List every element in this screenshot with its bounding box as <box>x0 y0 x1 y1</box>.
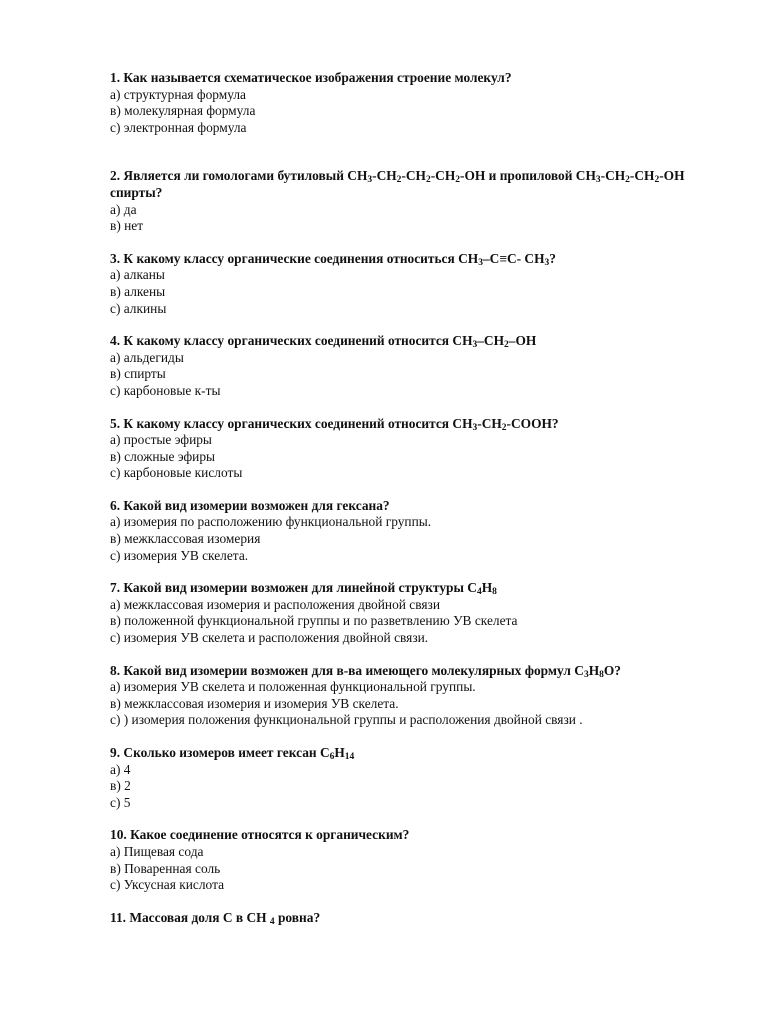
subscript: 8 <box>599 669 604 680</box>
question-text: К какому классу органические соединения относиться CH <box>120 250 479 266</box>
answer-option: в) межклассовая изомерия и изомерия УВ скелета. <box>110 695 399 711</box>
question-9 <box>110 745 730 811</box>
subscript: 2 <box>425 175 431 186</box>
question-10-title <box>110 827 730 844</box>
question-text: Сколько изомеров имеет гексан C <box>120 745 330 760</box>
question-8 <box>110 663 730 729</box>
question-5 <box>110 416 730 482</box>
subscript: 4 <box>269 916 275 927</box>
question-text: O? <box>603 662 621 678</box>
question-number: 6. <box>110 497 121 513</box>
question-number: 11. <box>110 909 126 925</box>
question-number: 9. <box>110 745 121 760</box>
question-text: -CH <box>372 168 397 184</box>
subscript: 2 <box>501 422 507 433</box>
question-text: ровна? <box>274 909 321 925</box>
question-6 <box>110 498 730 564</box>
subscript: 3 <box>472 340 478 351</box>
quiz-document <box>110 70 730 926</box>
question-text: –CH <box>477 333 505 349</box>
question-text: –C <box>482 250 500 266</box>
subscript: 2 <box>396 175 402 186</box>
subscript: 4 <box>476 587 482 598</box>
subscript: 2 <box>455 175 461 186</box>
question-text: –OH <box>508 333 537 349</box>
subscript: 2 <box>654 175 660 186</box>
question-4-title <box>110 333 730 350</box>
question-1 <box>110 70 730 136</box>
answer-option: с) карбоновые к-ты <box>110 382 221 398</box>
question-7-title <box>110 580 730 597</box>
question-text: Массовая доля C в CH <box>126 909 270 925</box>
question-number: 4. <box>110 333 121 349</box>
question-9-title <box>110 745 730 762</box>
answer-option: с) изомерия УВ скелета. <box>110 547 249 563</box>
question-2-title <box>110 168 730 201</box>
answer-option: в) положенной функциональной группы и по разветвлению УВ скелета <box>110 613 518 629</box>
answer-option: в) спирты <box>110 366 166 382</box>
subscript: 3 <box>478 257 483 268</box>
answer-option: а) изомерия УВ скелета и положенная функциональной группы. <box>110 679 476 695</box>
question-1-title <box>110 70 730 87</box>
question-text: ? <box>549 250 556 266</box>
question-5-title <box>110 416 730 433</box>
answer-option: а) альдегиды <box>110 349 184 365</box>
question-text: К какому классу органических соединений относится CH <box>120 415 473 431</box>
subscript: 3 <box>583 669 589 680</box>
subscript: 3 <box>595 175 601 186</box>
question-text: -CH <box>401 168 426 184</box>
question-text: Какой вид изомерии возможен для гексана? <box>120 497 390 513</box>
question-number: 1 <box>110 70 117 85</box>
question-text: Является ли гомологами бутиловый CH <box>120 168 368 184</box>
answer-option: в) Поваренная соль <box>110 860 221 876</box>
question-text: -CH <box>629 168 655 184</box>
question-10 <box>110 827 730 893</box>
question-11 <box>110 910 730 927</box>
question-text: Какое соединение относятся к органическим? <box>126 827 410 843</box>
answer-option: а) простые эфиры <box>110 432 212 448</box>
answer-option: с) Уксусная кислота <box>110 877 225 893</box>
question-6-title <box>110 498 730 515</box>
question-number: 8. <box>110 662 121 678</box>
answer-option: в) молекулярная формула <box>110 103 256 119</box>
subscript: 2 <box>625 175 630 186</box>
question-text: -COOH? <box>506 415 559 431</box>
answer-option: в) нет <box>110 218 144 234</box>
answer-option: в) алкены <box>110 283 166 299</box>
subscript: 2 <box>504 340 509 351</box>
question-3-title <box>110 251 730 268</box>
question-text: H <box>588 662 600 678</box>
answer-option: в) 2 <box>110 778 131 794</box>
question-3 <box>110 251 730 317</box>
question-text: Какой вид изомерии возможен для линейной структуры C <box>120 580 477 596</box>
question-number: 5. <box>110 415 121 431</box>
answer-option: а) изомерия по расположению функциональной группы. <box>110 514 432 530</box>
subscript: 3 <box>472 422 478 433</box>
subscript: 8 <box>492 587 497 598</box>
question-text: -CH <box>600 168 626 184</box>
subscript: 14 <box>344 752 355 762</box>
question-text: -OH и пропиловой CH <box>460 168 596 184</box>
answer-option: а) 4 <box>110 761 131 777</box>
question-number: 7. <box>110 580 121 596</box>
question-text: К какому классу органических соединений относится CH <box>120 333 473 349</box>
subscript: 3 <box>544 257 550 268</box>
answer-option: с) карбоновые кислоты <box>110 465 243 481</box>
subscript: 3 <box>367 175 373 186</box>
subscript: 6 <box>329 752 335 762</box>
question-7 <box>110 580 730 646</box>
answer-option: в) сложные эфиры <box>110 448 216 464</box>
answer-option: а) алканы <box>110 267 165 283</box>
answer-option: а) межклассовая изомерия и расположения двойной связи <box>110 596 440 612</box>
question-8-title <box>110 663 730 680</box>
question-text: -CH <box>430 168 456 184</box>
answer-option: а) да <box>110 201 137 217</box>
answer-option: с) электронная формула <box>110 119 247 135</box>
answer-option: а) структурная формула <box>110 86 247 102</box>
question-text: . Как называется схематическое изображения строение молекул? <box>116 70 512 85</box>
question-number: 3. <box>110 250 121 266</box>
question-text: H <box>334 745 345 760</box>
answer-option: в) межклассовая изомерия <box>110 531 261 547</box>
question-number: 10. <box>110 827 127 843</box>
answer-option: с) изомерия УВ скелета и расположения двойной связи. <box>110 630 429 646</box>
question-4 <box>110 333 730 399</box>
answer-option: с) ) изомерия положения функциональной группы и расположения двойной связи . <box>110 712 583 728</box>
question-text: C- CH <box>506 250 545 266</box>
question-11-title <box>110 910 730 927</box>
question-text: Какой вид изомерии возможен для в-ва имеющего молекулярных формул C <box>120 662 584 678</box>
triple-bond-symbol: ≡ <box>499 250 507 266</box>
question-number: 2. <box>110 168 121 184</box>
question-text: -CH <box>477 415 502 431</box>
answer-option: с) 5 <box>110 794 131 810</box>
answer-option: с) алкины <box>110 300 167 316</box>
question-text: -OH спирты? <box>110 168 685 200</box>
question-text: H <box>481 580 493 596</box>
question-2 <box>110 168 730 234</box>
answer-option: а) Пищевая сода <box>110 843 204 859</box>
